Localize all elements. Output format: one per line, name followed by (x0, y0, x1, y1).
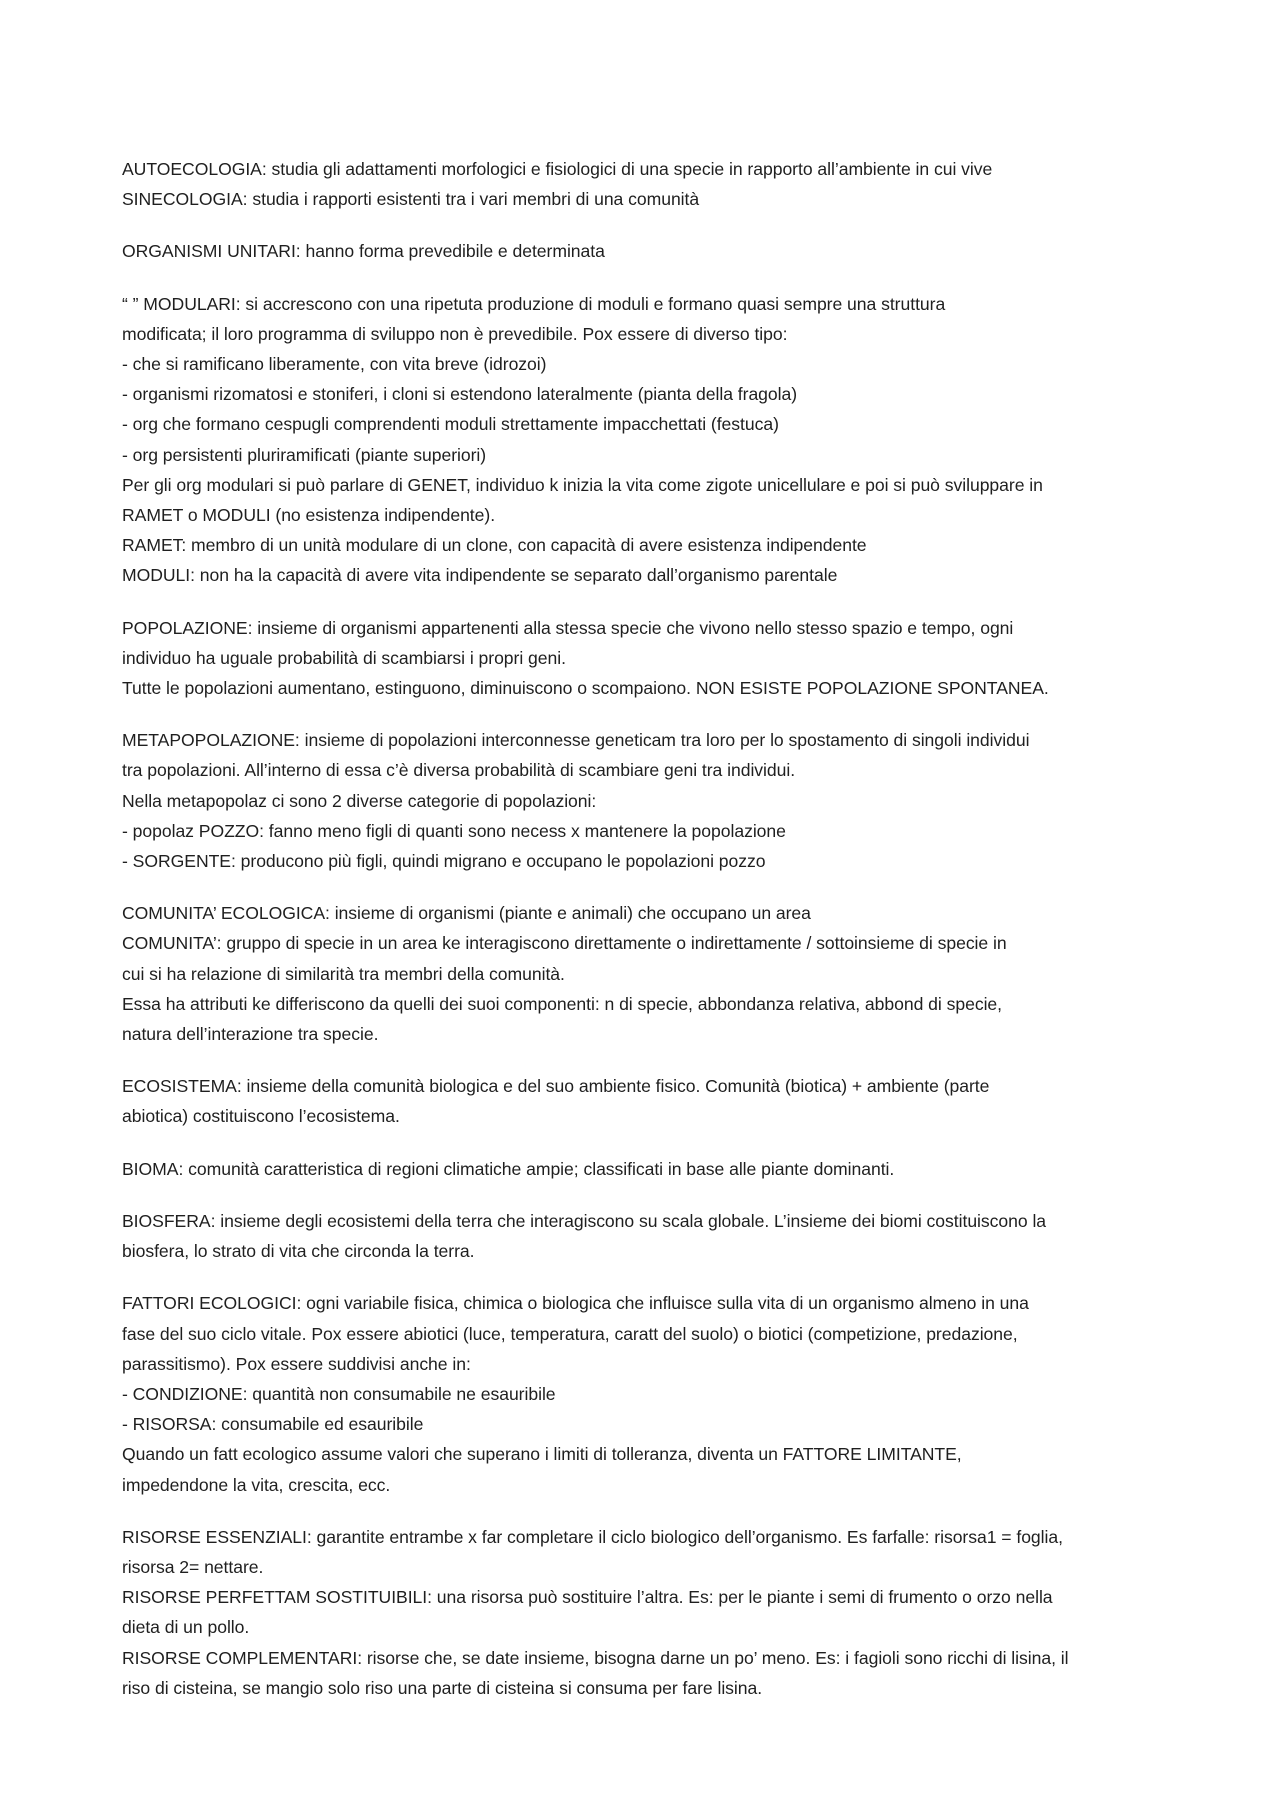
text-line: cui si ha relazione di similarità tra membri della comunità. (122, 963, 565, 984)
paragraph (122, 1071, 1167, 1131)
text-line: RAMET: membro di un unità modulare di un clone, con capacità di avere esistenza indipendente (122, 535, 867, 556)
paragraph (122, 154, 1167, 214)
text-line: POPOLAZIONE: insieme di organismi appartenenti alla stessa specie che vivono nello stesso spazio e tempo, ogni (122, 617, 1014, 638)
text-line: ORGANISMI UNITARI: hanno forma prevedibile e determinata (122, 241, 605, 262)
text-line: dieta di un pollo. (122, 1617, 250, 1638)
paragraph (122, 1522, 1167, 1703)
text-line: riso di cisteina, se mangio solo riso una parte di cisteina si consuma per fare lisina. (122, 1677, 763, 1698)
text-line: abiotica) costituiscono l’ecosistema. (122, 1106, 400, 1127)
document-body (122, 154, 1167, 1703)
text-line: FATTORI ECOLOGICI: ogni variabile fisica, chimica o biologica che influisce sulla vita di un organismo almeno in una (122, 1293, 1029, 1314)
paragraph (122, 898, 1167, 1049)
text-line: tra popolazioni. All’interno di essa c’è diversa probabilità di scambiare geni tra individui. (122, 760, 796, 781)
text-line: - popolaz POZZO: fanno meno figli di quanti sono necess x mantenere la popolazione (122, 820, 786, 841)
text-line: BIOSFERA: insieme degli ecosistemi della terra che interagiscono su scala globale. L’insieme dei biomi costituiscono la (122, 1210, 1047, 1231)
text-line: AUTOECOLOGIA: studia gli adattamenti morfologici e fisiologici di una specie in rapporto all’ambiente in cui vive (122, 159, 993, 179)
paragraph (122, 236, 1167, 266)
paragraph (122, 1154, 1167, 1184)
text-line: individuo ha uguale probabilità di scambiarsi i propri geni. (122, 647, 566, 668)
text-line: ECOSISTEMA: insieme della comunità biologica e del suo ambiente fisico. Comunità (biotica) + ambiente (parte (122, 1076, 990, 1097)
text-line: biosfera, lo strato di vita che circonda la terra. (122, 1241, 475, 1262)
text-line: COMUNITA’ ECOLOGICA: insieme di organismi (piante e animali) che occupano un area (122, 903, 811, 924)
text-line: “ ” MODULARI: si accrescono con una ripetuta produzione di moduli e formano quasi sempre una struttura (122, 293, 946, 314)
text-line: - CONDIZIONE: quantità non consumabile ne esauribile (122, 1383, 556, 1404)
text-line: Quando un fatt ecologico assume valori che superano i limiti di tolleranza, diventa un FATTORE LIMITANTE, (122, 1444, 962, 1465)
text-line: risorsa 2= nettare. (122, 1556, 264, 1577)
text-line: natura dell’interazione tra specie. (122, 1024, 379, 1045)
text-line: - RISORSA: consumabile ed esauribile (122, 1414, 424, 1435)
text-line: RISORSE ESSENZIALI: garantite entrambe x far completare il ciclo biologico dell’organismo. Es farfalle: risorsa1 = foglia, (122, 1526, 1063, 1547)
text-line: - SORGENTE: producono più figli, quindi migrano e occupano le popolazioni pozzo (122, 851, 766, 872)
text-line: parassitismo). Pox essere suddivisi anche in: (122, 1353, 471, 1374)
text-line: Tutte le popolazioni aumentano, estinguono, diminuiscono o scompaiono. NON ESISTE POPOLAZIONE SPONTANEA. (122, 678, 1049, 699)
paragraph (122, 725, 1167, 876)
document-page (122, 154, 1167, 1725)
paragraph (122, 613, 1167, 704)
text-line: modificata; il loro programma di sviluppo non è prevedibile. Pox essere di diverso tipo: (122, 323, 788, 344)
text-line: METAPOPOLAZIONE: insieme di popolazioni interconnesse geneticam tra loro per lo spostamento di singoli individui (122, 730, 1030, 751)
text-line: Essa ha attributi ke differiscono da quelli dei suoi componenti: n di specie, abbondanza relativa, abbond di specie, (122, 993, 1002, 1014)
text-line: BIOMA: comunità caratteristica di regioni climatiche ampie; classificati in base alle piante dominanti. (122, 1158, 895, 1179)
text-line: SINECOLOGIA: studia i rapporti esistenti tra i vari membri di una comunità (122, 189, 700, 210)
text-line: Nella metapopolaz ci sono 2 diverse categorie di popolazioni: (122, 790, 597, 811)
text-line: - organismi rizomatosi e stoniferi, i cloni si estendono lateralmente (pianta della fragola) (122, 384, 798, 405)
text-line: - che si ramificano liberamente, con vita breve (idrozoi) (122, 354, 547, 375)
text-line: COMUNITA’: gruppo di specie in un area ke interagiscono direttamente o indirettamente / sottoinsieme di specie in (122, 933, 1007, 954)
text-line: fase del suo ciclo vitale. Pox essere abiotici (luce, temperatura, caratt del suolo) o biotici (competizione, predazione, (122, 1323, 1018, 1344)
text-line: MODULI: non ha la capacità di avere vita indipendente se separato dall’organismo parentale (122, 565, 838, 586)
text-line: RISORSE PERFETTAM SOSTITUIBILI: una risorsa può sostituire l’altra. Es: per le piante i semi di frumento o orzo nella (122, 1587, 1053, 1608)
paragraph (122, 289, 1167, 591)
text-line: RAMET o MODULI (no esistenza indipendente). (122, 505, 496, 526)
text-line: - org che formano cespugli comprendenti moduli strettamente impacchettati (festuca) (122, 414, 779, 435)
text-line: RISORSE COMPLEMENTARI: risorse che, se date insieme, bisogna darne un po’ meno. Es: i fagioli sono ricchi di lisina, il (122, 1647, 1069, 1668)
text-line: - org persistenti pluriramificati (piante superiori) (122, 444, 487, 465)
text-line: impedendone la vita, crescita, ecc. (122, 1474, 391, 1495)
paragraph (122, 1206, 1167, 1266)
paragraph (122, 1288, 1167, 1499)
text-line: Per gli org modulari si può parlare di GENET, individuo k inizia la vita come zigote unicellulare e poi si può sviluppare in (122, 474, 1043, 495)
